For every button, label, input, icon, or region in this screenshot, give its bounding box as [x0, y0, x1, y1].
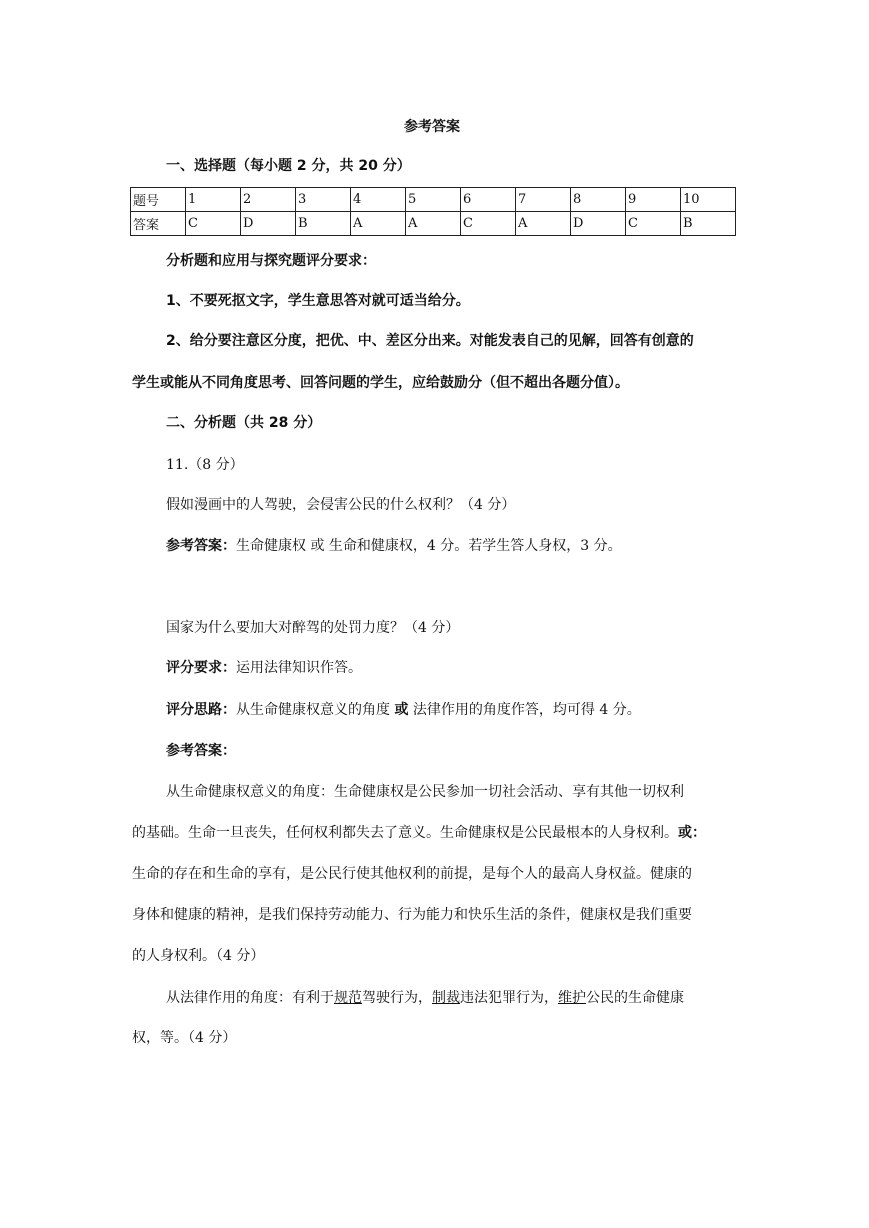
- table-cell: 3: [296, 188, 351, 212]
- line-text: 的基础。生命一旦丧失，任何权利都失去了意义。生命健康权是公民最根本的人身权利。: [132, 825, 678, 841]
- table-cell: B: [296, 212, 351, 236]
- keyword-sanction: 制裁: [432, 990, 460, 1006]
- table-cell: C: [461, 212, 516, 236]
- table-cell: D: [241, 212, 296, 236]
- sub-answer-2-label: 参考答案：: [166, 743, 236, 759]
- idea-text-pre: 从生命健康权意义的角度: [236, 702, 395, 718]
- row-label-number: 题号: [131, 188, 186, 212]
- section1-heading: 一、选择题（每小题 2 分，共 20 分）: [166, 158, 411, 174]
- answer-paragraph-2-line-2: 权，等。（4 分）: [132, 1030, 237, 1046]
- answer-paragraph-1-line-4: 身体和健康的精神，是我们保持劳动能力、行为能力和快乐生活的条件，健康权是我们重要: [132, 907, 692, 923]
- table-cell: 7: [516, 188, 571, 212]
- requirement-text: 运用法律知识作答。: [236, 660, 362, 676]
- sub-answer-1: [166, 536, 622, 556]
- table-row-answers: [131, 212, 736, 236]
- table-cell: 9: [626, 188, 681, 212]
- table-cell: C: [626, 212, 681, 236]
- answer-paragraph-1-line-2: [132, 823, 706, 843]
- answer-paragraph-1-line-3: 生命的存在和生命的享有，是公民行使其他权利的前提，是每个人的最高人身权益。健康的: [132, 866, 692, 882]
- requirement-label: 评分要求：: [166, 660, 236, 676]
- scoring-rule-1: 1、不要死抠文字，学生意思答对就可适当给分。: [166, 293, 470, 309]
- table-cell: 5: [406, 188, 461, 212]
- answer-text: 生命健康权 或 生命和健康权，4 分。若学生答人身权，3 分。: [236, 538, 622, 554]
- line-text: 驾驶行为，: [362, 990, 432, 1006]
- line-text: 违法犯罪行为，: [460, 990, 558, 1006]
- idea-label: 评分思路：: [166, 702, 236, 718]
- table-cell: B: [681, 212, 736, 236]
- scoring-requirement: [166, 658, 362, 678]
- line-text: 公民的生命健康: [586, 990, 684, 1006]
- scoring-rule-2-line-2: 学生或能从不同角度思考、回答问题的学生，应给鼓励分（但不超出各题分值）。: [132, 375, 629, 391]
- scoring-rule-2-line-1: 2、给分要注意区分度，把优、中、差区分出来。对能发表自己的见解，回答有创意的: [166, 333, 694, 349]
- idea-text-post: 法律作用的角度作答，均可得 4 分。: [408, 702, 641, 718]
- table-cell: C: [186, 212, 241, 236]
- answer-paragraph-1-line-1: 从生命健康权意义的角度：生命健康权是公民参加一切社会活动、享有其他一切权利: [166, 784, 684, 800]
- idea-or: 或: [394, 702, 409, 718]
- table-cell: 6: [461, 188, 516, 212]
- table-cell: D: [571, 212, 626, 236]
- table-cell: A: [406, 212, 461, 236]
- scoring-heading: 分析题和应用与探究题评分要求：: [166, 253, 376, 269]
- answer-table: [130, 187, 736, 236]
- answer-paragraph-2-line-1: [166, 988, 684, 1008]
- table-cell: A: [351, 212, 406, 236]
- table-cell: 8: [571, 188, 626, 212]
- keyword-regulate: 规范: [334, 990, 362, 1006]
- table-cell: 4: [351, 188, 406, 212]
- table-cell: 2: [241, 188, 296, 212]
- sub-question-1: 假如漫画中的人驾驶，会侵害公民的什么权利？（4 分）: [166, 497, 516, 513]
- row-label-answer: 答案: [131, 212, 186, 236]
- table-cell: 10: [681, 188, 736, 212]
- table-cell: 1: [186, 188, 241, 212]
- sub-question-2: 国家为什么要加大对醉驾的处罚力度？（4 分）: [166, 620, 460, 636]
- answer-label: 参考答案：: [166, 538, 236, 554]
- line-text: 从法律作用的角度：有利于: [166, 990, 334, 1006]
- table-cell: A: [516, 212, 571, 236]
- or-marker: 或：: [678, 825, 706, 841]
- keyword-protect: 维护: [558, 990, 586, 1006]
- section2-heading: 二、分析题（共 28 分）: [166, 415, 322, 431]
- answer-paragraph-1-line-5: 的人身权利。（4 分）: [132, 948, 265, 964]
- table-row-numbers: [131, 188, 736, 212]
- scoring-idea: [166, 700, 641, 720]
- page-title: 参考答案: [404, 119, 460, 135]
- question-11-number: 11.（8 分）: [166, 457, 244, 473]
